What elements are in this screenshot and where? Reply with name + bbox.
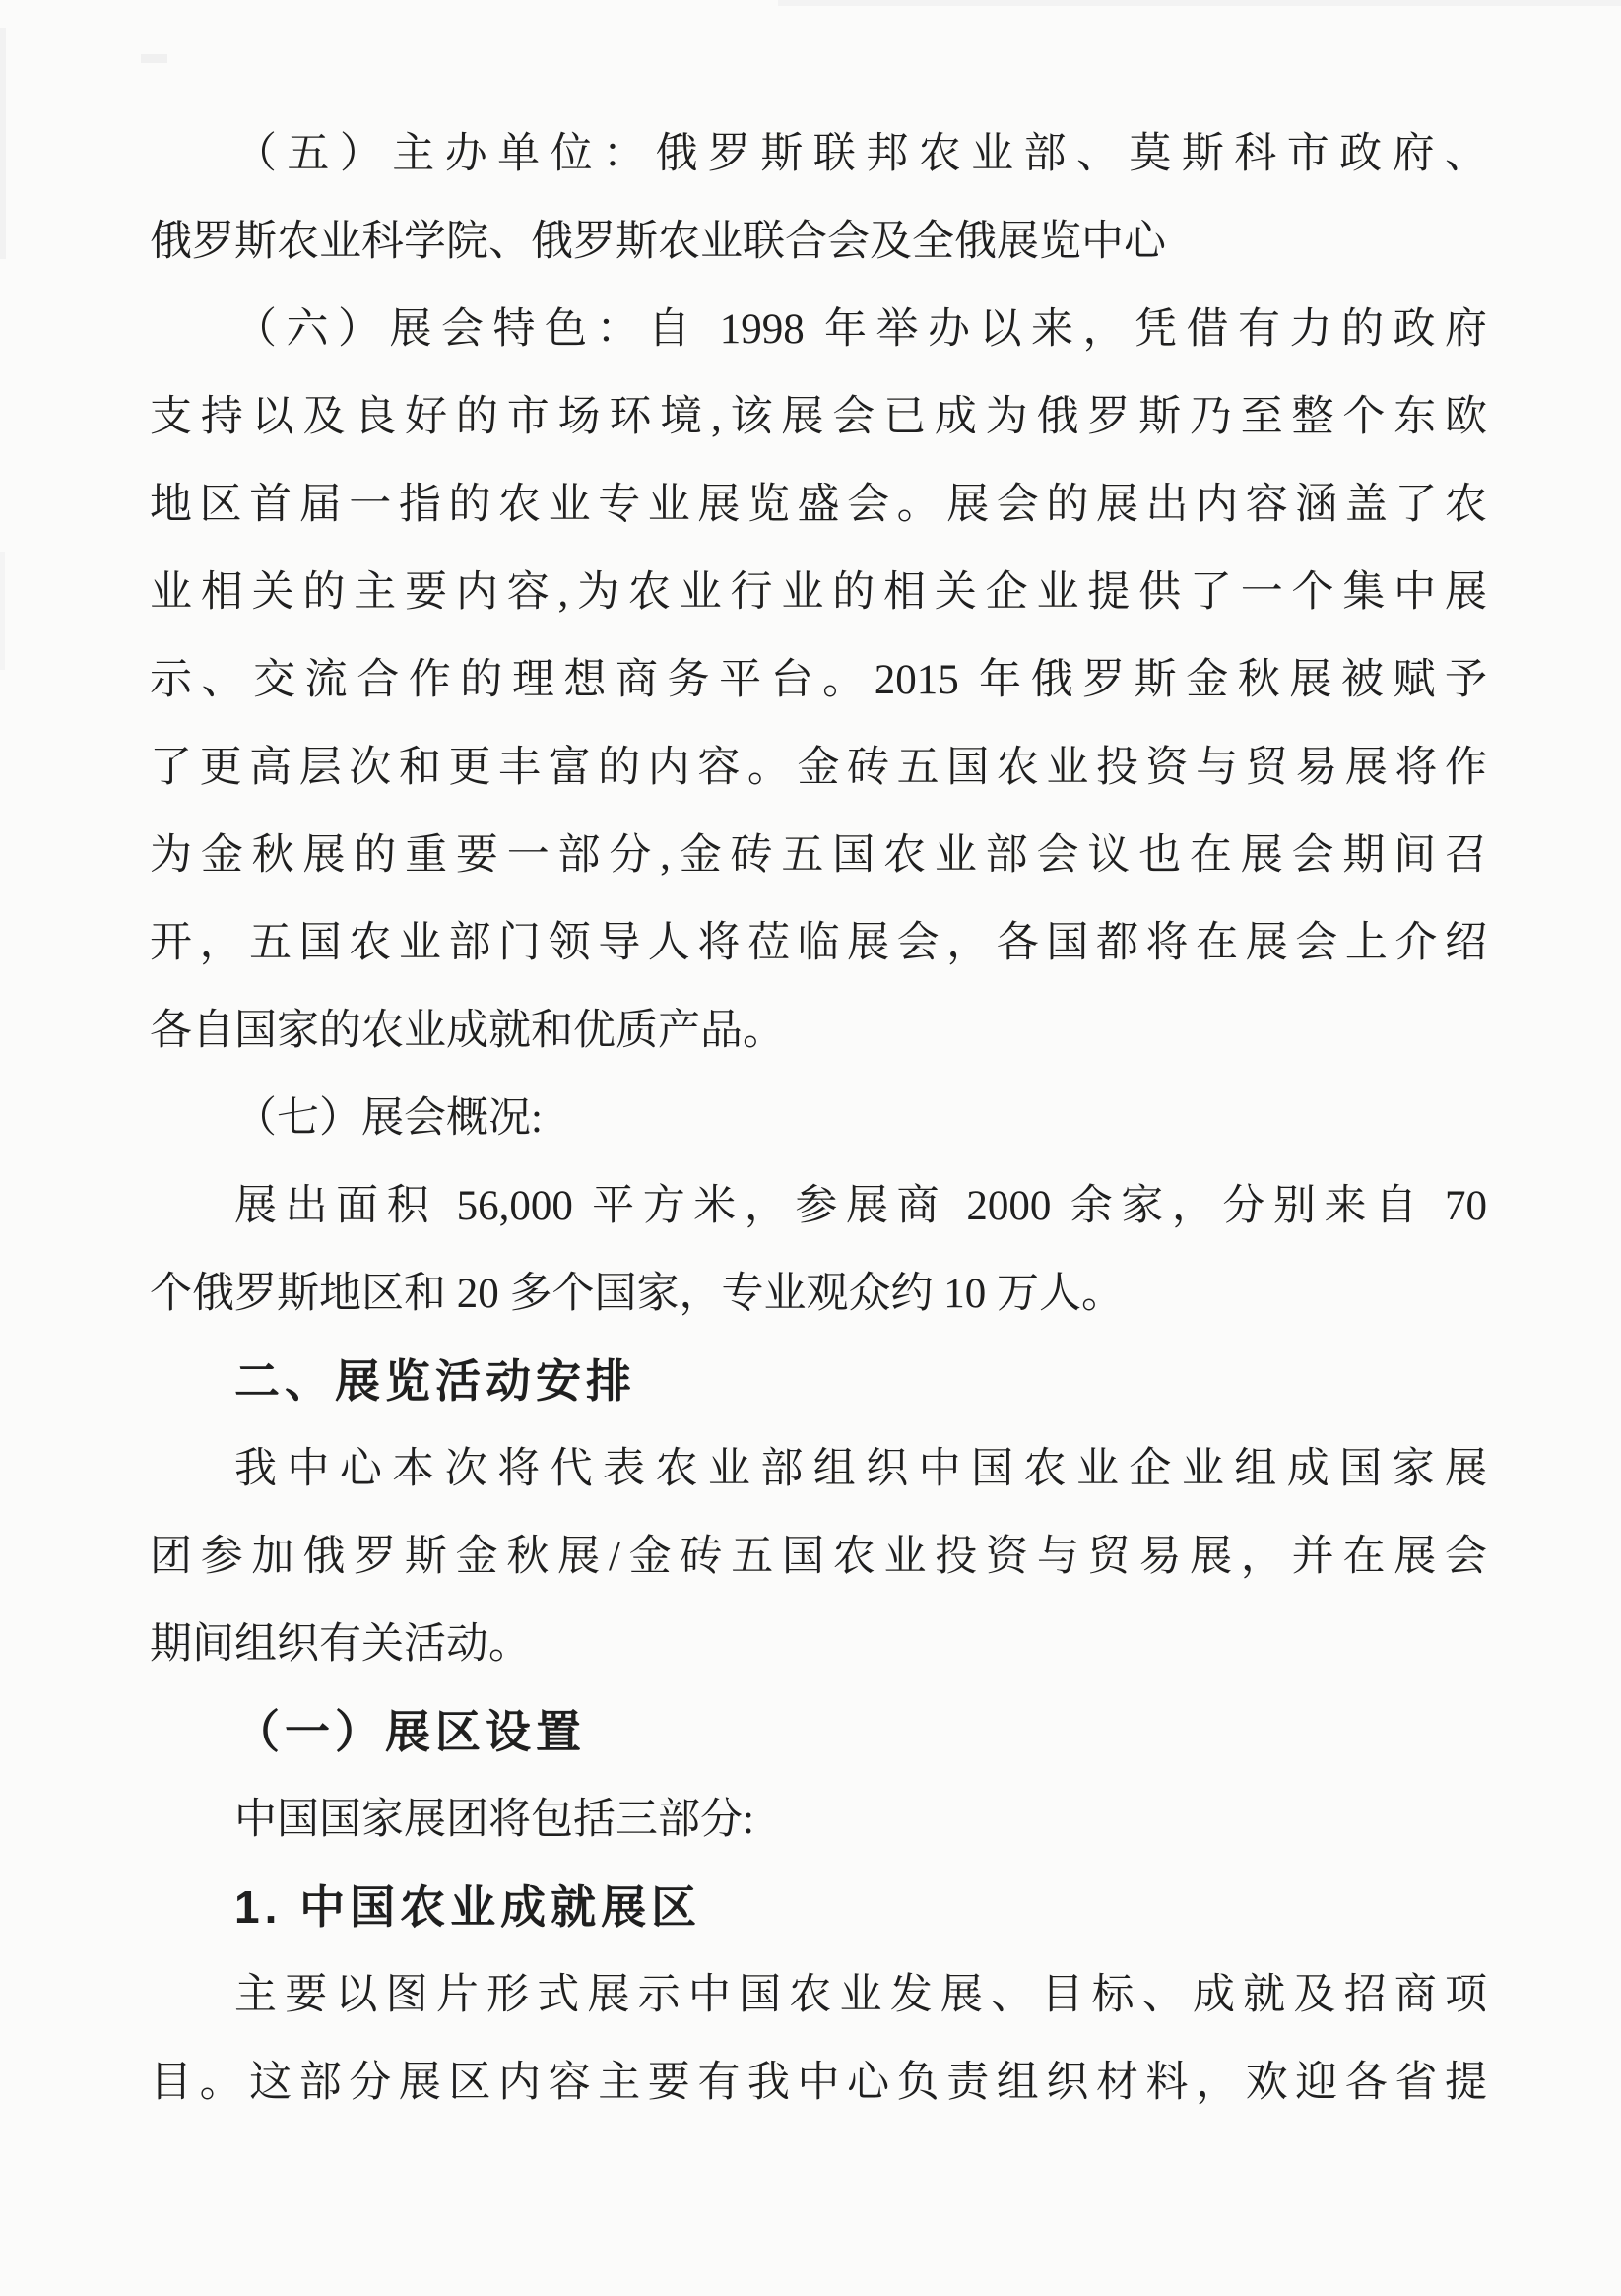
text-line: 期间组织有关活动。 [150, 1621, 531, 1668]
text-line: 示、交流合作的理想商务平台。2015 年俄罗斯金秋展被赋予 [150, 657, 1487, 703]
text-line: 展出面积 56,000 平方米，参展商 2000 余家，分别来自 70 [234, 1183, 1487, 1229]
text-line: 为金秋展的重要一部分,金砖五国农业部会议也在展会期间召 [150, 832, 1487, 879]
text-line: 地区首届一指的农业专业展览盛会。展会的展出内容涵盖了农 [150, 482, 1487, 528]
heading-subsection-1: （一）展区设置 [234, 1706, 586, 1757]
text-line: 俄罗斯农业科学院、俄罗斯农业联合会及全俄展览中心 [150, 219, 1166, 265]
text-line: 中国国家展团将包括三部分: [234, 1797, 754, 1843]
text-line: 各自国家的农业成就和优质产品。 [150, 1008, 785, 1054]
text-line: 业相关的主要内容,为农业行业的相关企业提供了一个集中展 [150, 569, 1487, 616]
scan-artifact [141, 54, 167, 63]
document-text-block [150, 110, 1487, 2127]
scan-artifact [0, 552, 5, 670]
scan-artifact [0, 28, 6, 259]
text-line: 支持以及良好的市场环境,该展会已成为俄罗斯乃至整个东欧 [150, 394, 1487, 440]
text-line: 了更高层次和更丰富的内容。金砖五国农业投资与贸易展将作 [150, 745, 1487, 791]
scan-artifact [778, 0, 1621, 6]
heading-item-1: 1. 中国农业成就展区 [234, 1881, 702, 1933]
text-line: 开，五国农业部门领导人将莅临展会，各国都将在展会上介绍 [150, 920, 1487, 966]
text-line: （五）主办单位：俄罗斯联邦农业部、莫斯科市政府、 [234, 131, 1487, 177]
text-line: 个俄罗斯地区和 20 多个国家，专业观众约 10 万人。 [150, 1271, 1124, 1317]
text-line: 目。这部分展区内容主要有我中心负责组织材料，欢迎各省提 [150, 2060, 1487, 2106]
text-line: （六）展会特色：自 1998 年举办以来，凭借有力的政府 [234, 306, 1487, 353]
text-line: （七）展会概况: [234, 1095, 543, 1142]
heading-section-2: 二、展览活动安排 [234, 1355, 636, 1407]
text-line: 主要以图片形式展示中国农业发展、目标、成就及招商项 [234, 1972, 1487, 2018]
text-line: 团参加俄罗斯金秋展/金砖五国农业投资与贸易展，并在展会 [150, 1534, 1487, 1580]
text-line: 我中心本次将代表农业部组织中国农业企业组成国家展 [234, 1446, 1487, 1492]
